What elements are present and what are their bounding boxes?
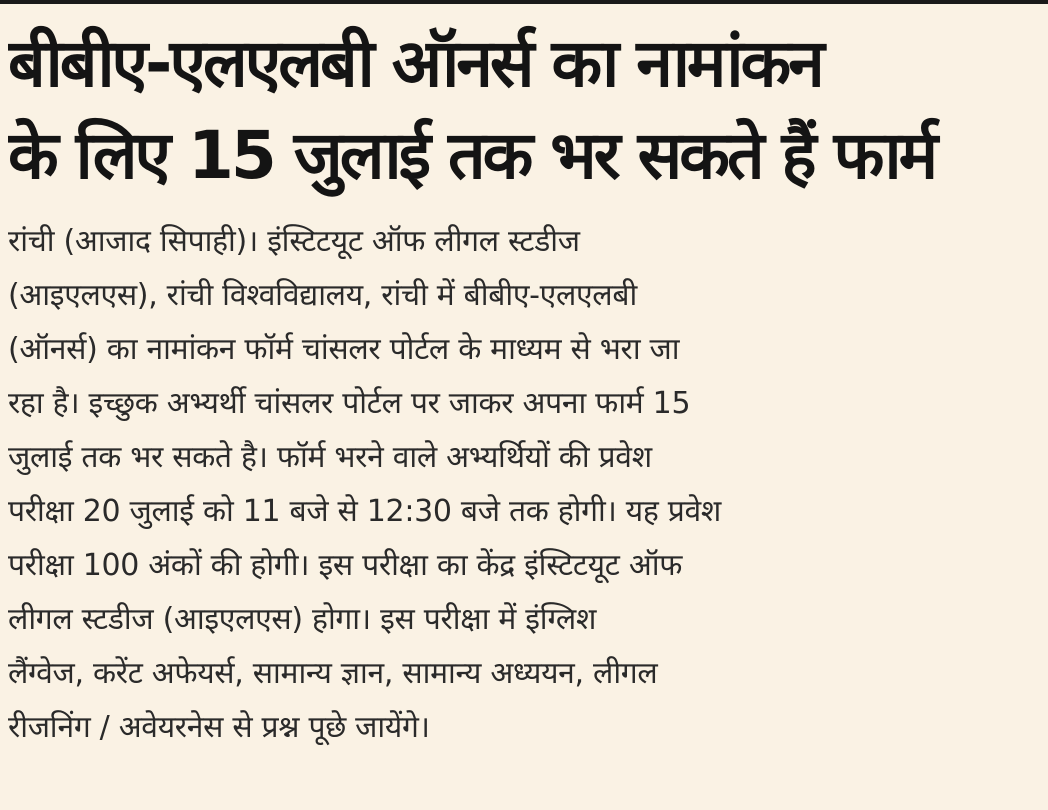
body-line-2: (आइएलएस), रांची विश्वविद्यालय, रांची में बीबीए-एलएलबी — [8, 278, 637, 313]
body-line-10: रीजनिंग / अवेयरनेस से प्रश्न पूछे जायेंगे। — [8, 710, 430, 745]
headline-line-2: के लिए 15 जुलाई तक भर सकते हैं फार्म — [8, 117, 936, 194]
headline — [8, 18, 1044, 202]
body-line-8: लीगल स्टडीज (आइएलएस) होगा। इस परीक्षा में इंग्लिश — [8, 602, 597, 637]
body-line-6: परीक्षा 20 जुलाई को 11 बजे से 12:30 बजे तक होगी। यह प्रवेश — [8, 494, 722, 529]
body-line-3: (ऑनर्स) का नामांकन फॉर्म चांसलर पोर्टल के माध्यम से भरा जा — [8, 332, 680, 367]
body-line-7: परीक्षा 100 अंकों की होगी। इस परीक्षा का केंद्र इंस्टिटयूट ऑफ — [8, 548, 683, 583]
body-line-1: रांची (आजाद सिपाही)। इंस्टिटयूट ऑफ लीगल स्टडीज — [8, 224, 580, 259]
article-body — [8, 215, 1040, 755]
top-rule — [0, 0, 1048, 4]
body-line-5: जुलाई तक भर सकते है। फॉर्म भरने वाले अभ्यर्थियों की प्रवेश — [8, 440, 652, 475]
body-line-4: रहा है। इच्छुक अभ्यर्थी चांसलर पोर्टल पर जाकर अपना फार्म 15 — [8, 386, 691, 421]
body-line-9: लैंग्वेज, करेंट अफेयर्स, सामान्य ज्ञान, सामान्य अध्ययन, लीगल — [8, 656, 658, 691]
headline-line-1: बीबीए-एलएलबी ऑनर्स का नामांकन — [8, 25, 822, 102]
